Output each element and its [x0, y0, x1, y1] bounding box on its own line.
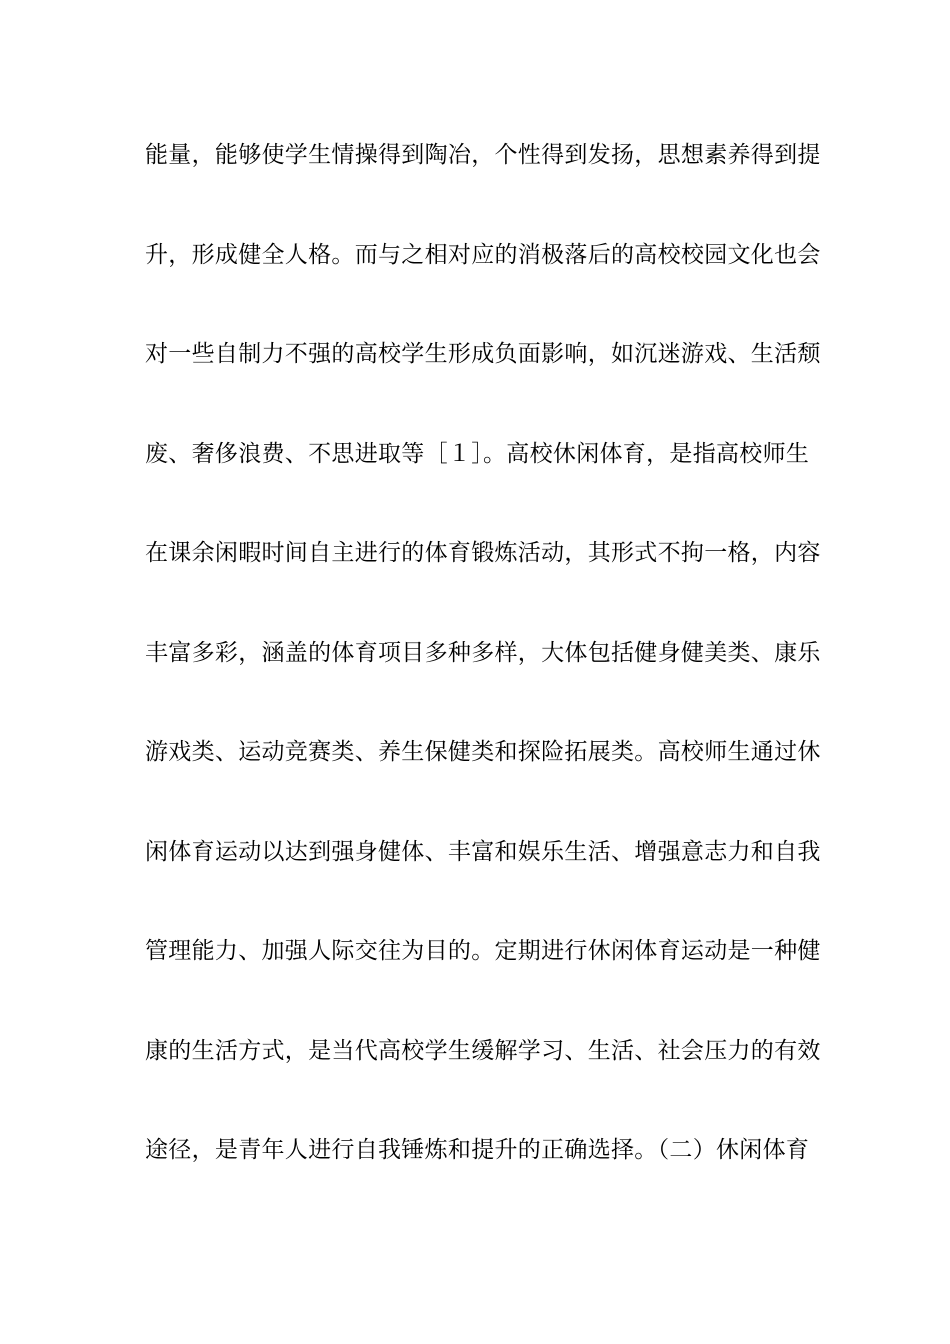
text-line: 升，形成健全人格。而与之相对应的消极落后的高校校园文化也会 — [145, 241, 821, 268]
text-line: 在课余闲暇时间自主进行的体育锻炼活动，其形式不拘一格，内容 — [145, 540, 821, 566]
text-line: 废、奢侈浪费、不思进取等［１］。高校休闲体育，是指高校师生 — [145, 440, 810, 467]
text-line: 康的生活方式，是当代高校学生缓解学习、生活、社会压力的有效 — [145, 1037, 821, 1064]
text-line: 游戏类、运动竞赛类、养生保健类和探险拓展类。高校师生通过休 — [145, 739, 821, 765]
text-line: 丰富多彩，涵盖的体育项目多种多样，大体包括健身健美类、康乐 — [145, 639, 821, 666]
text-line: 管理能力、加强人际交往为目的。定期进行休闲体育运动是一种健 — [145, 938, 821, 964]
text-line: 途径，是青年人进行自我锤炼和提升的正确选择。（二）休闲体育 — [145, 1137, 810, 1163]
body-paragraph — [145, 135, 821, 1230]
text-line: 能量，能够使学生情操得到陶冶，个性得到发扬，思想素养得到提 — [145, 142, 821, 168]
text-line: 闲体育运动以达到强身健体、丰富和娱乐生活、增强意志力和自我 — [145, 838, 821, 865]
text-line: 对一些自制力不强的高校学生形成负面影响，如沉迷游戏、生活颓 — [145, 341, 821, 367]
